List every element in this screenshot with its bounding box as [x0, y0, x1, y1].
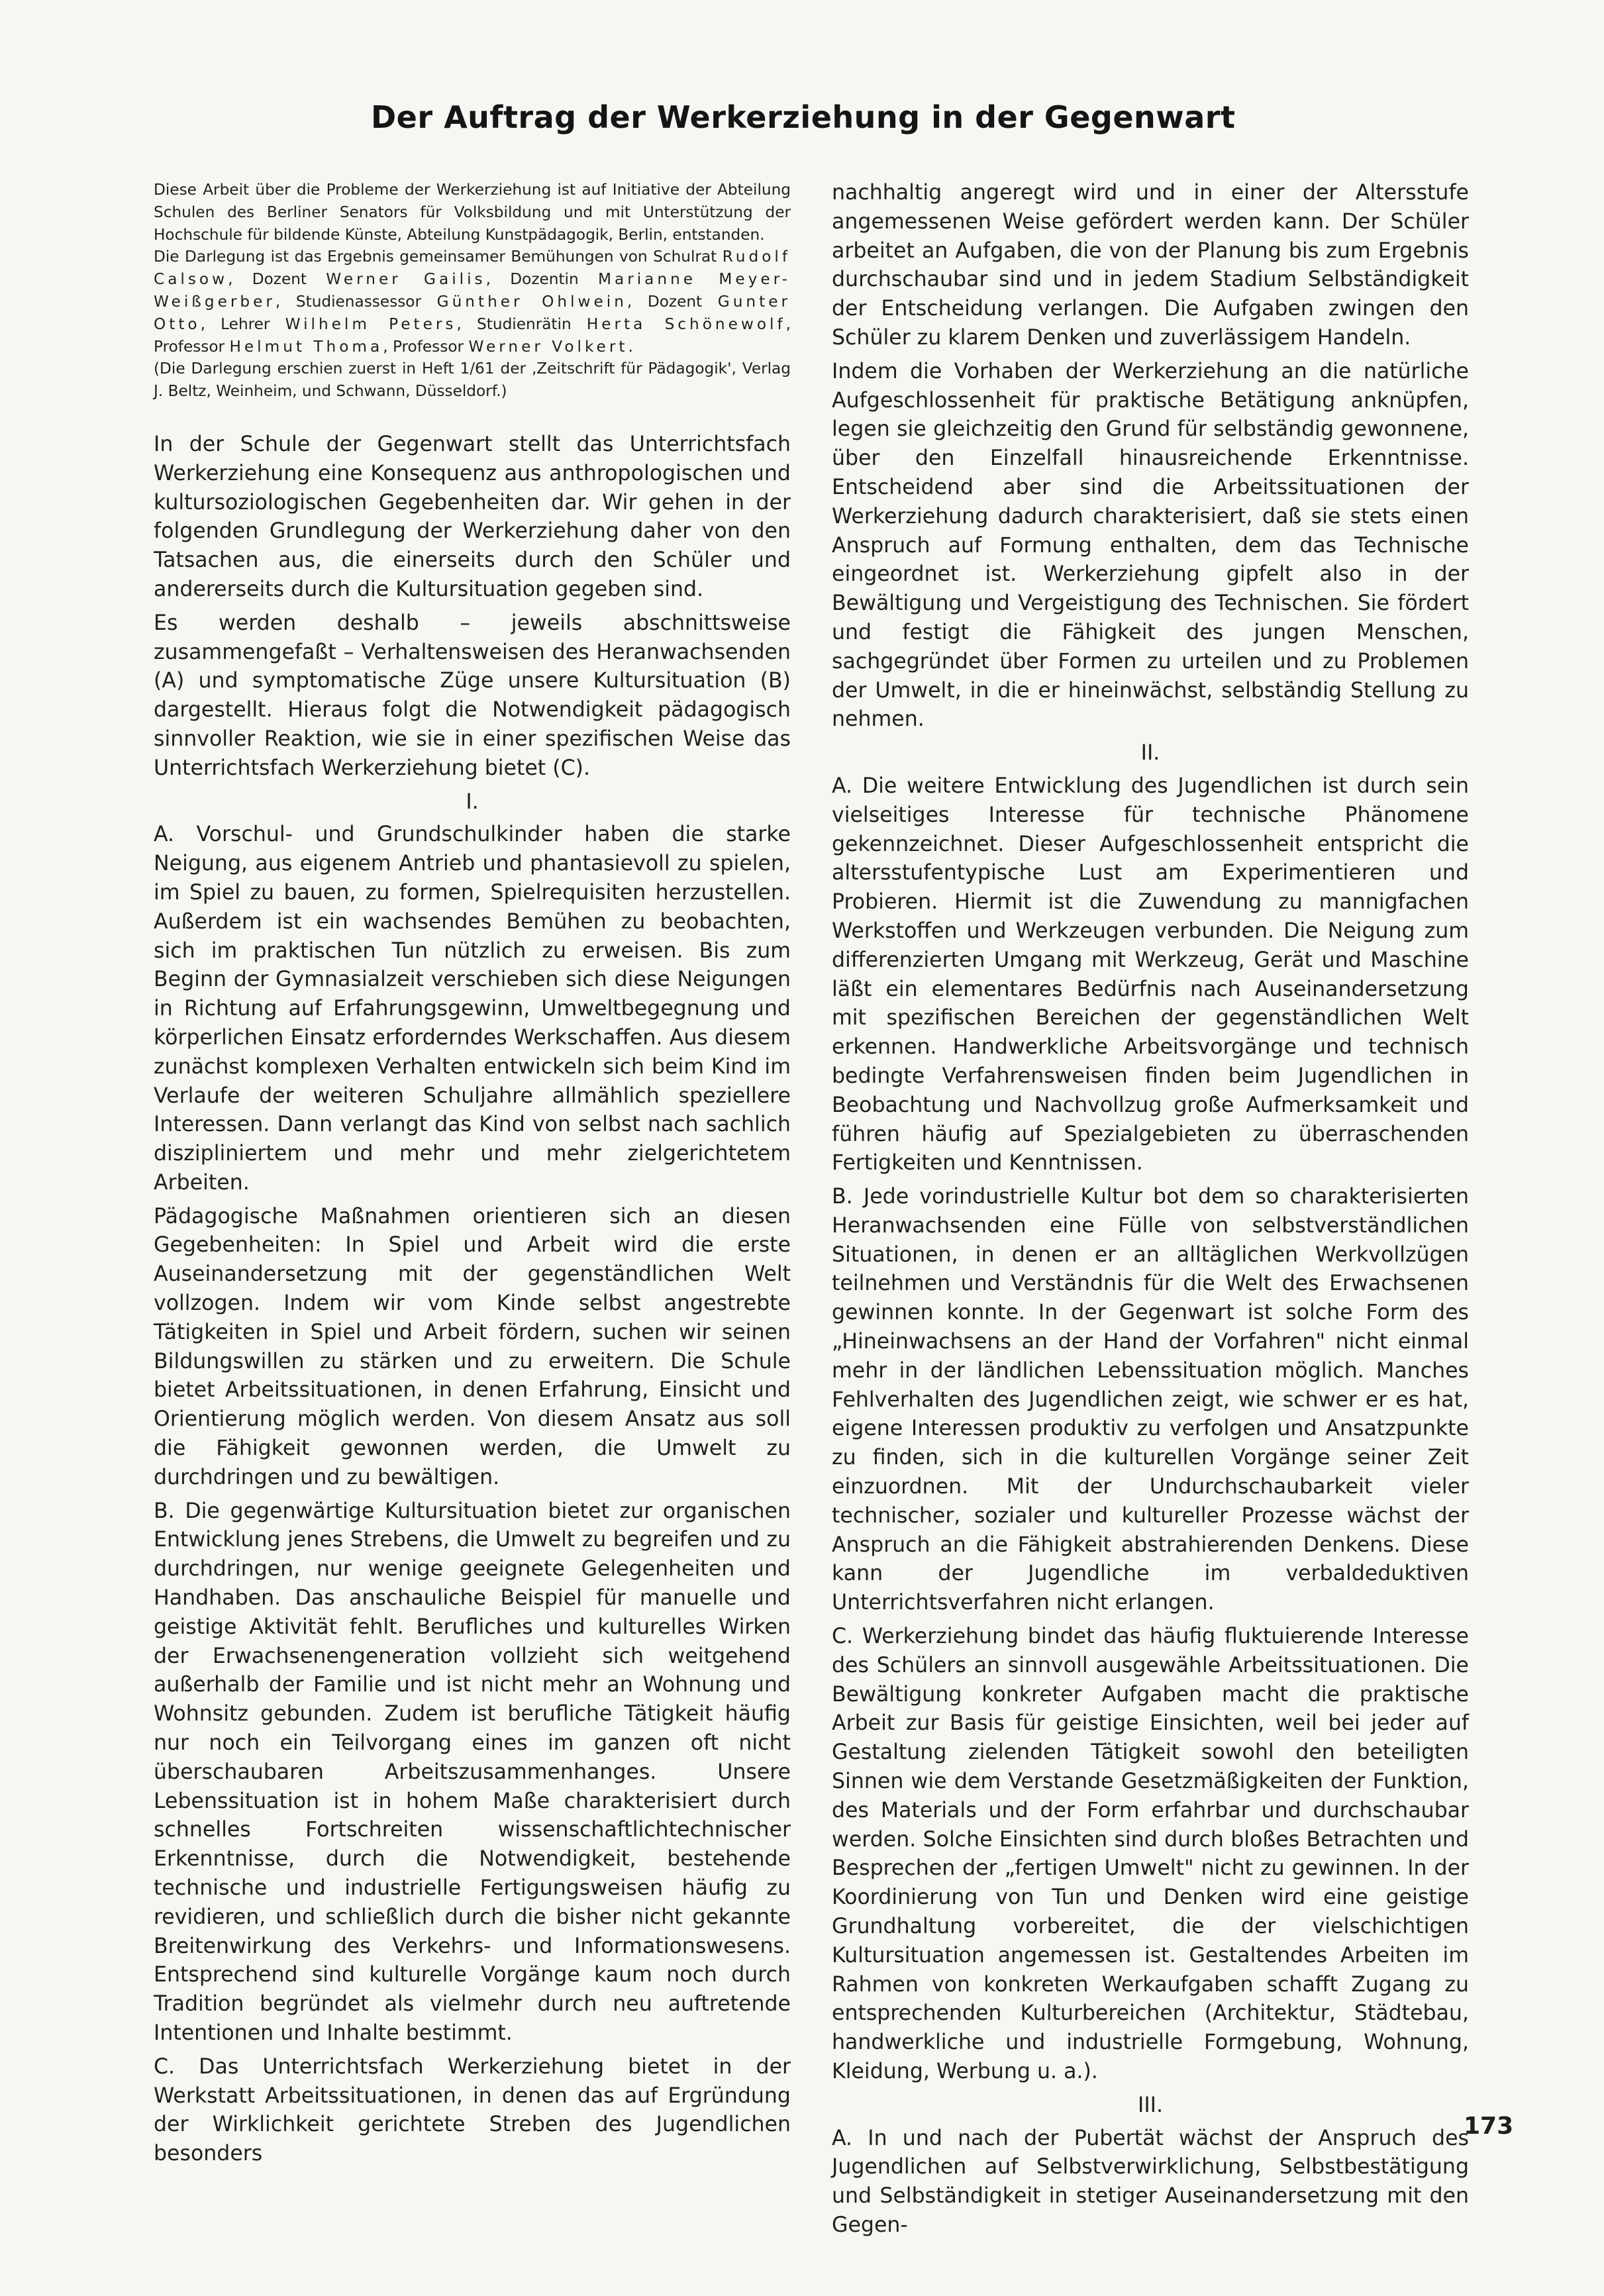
paragraph: A. Vorschul- und Grundschulkinder haben die starke Neigung, aus eigenem Antrieb und phantasievoll zu spielen, im Spiel zu bauen, zu formen, Spielrequisiten herzustellen. Außerdem ist ein wachsendes Bemühen zu beobachten, sich im praktischen Tun nützlich zu erweisen. Bis zum Beginn der Gymnasialzeit verschieben sich diese Neigungen in Richtung auf Erfahrungsgewinn, Umweltbegegnung und körperlichen Einsatz erforderndes Werkschaffen. Aus diesem zunächst komplexen Verhalten entwickeln sich beim Kind im Verlaufe der weiteren Schuljahre allmählich speziellere Interessen. Dann verlangt das Kind von selbst nach sachlich diszipliniertem und mehr und mehr zielgerichtetem Arbeiten.	[154, 823, 791, 1195]
author-name: Wilhelm Peters	[285, 315, 457, 333]
right-column	[832, 179, 1469, 2245]
paragraph: C. Das Unterrichtsfach Werkerziehung bietet in der Werkstatt Arbeitssituationen, in denen das auf Ergründung der Wirklichkeit gerichtete Streben des Jugendlichen besonders	[154, 2054, 791, 2166]
left-column	[154, 179, 791, 2173]
paragraph: nachhaltig angeregt wird und in einer der Altersstufe angemessenen Weise gefördert werden kann. Der Schüler arbeitet an Aufgaben, die von der Planung bis zum Ergebnis durchschaubar sind und in jedem Stadium Selbständigkeit der Entscheidung verlangen. Die Aufgaben zwingen den Schüler zu klarem Denken und zuverlässigem Handeln.	[832, 181, 1469, 350]
intro-text: , Professor	[154, 315, 791, 356]
left-body	[154, 430, 791, 2169]
section-heading: III.	[1138, 2093, 1163, 2117]
author-name: Rudolf Calsow	[154, 248, 791, 289]
intro-text: .	[628, 337, 633, 356]
paragraph: In der Schule der Gegenwart stellt das Unterrichtsfach Werkerziehung eine Konsequenz aus anthropologischen und kultursoziologischen Gegebenheiten dar. Wir gehen in der folgenden Grundlegung der Werkerziehung daher von den Tatsachen aus, die einerseits durch den Schüler und andererseits durch die Kultursituation gegeben sind.	[154, 432, 791, 601]
intro-text: , Dozent	[627, 292, 703, 311]
paragraph: A. In und nach der Pubertät wächst der Anspruch des Jugendlichen auf Selbstverwirklichung, Selbstbestätigung und Selbständigkeit in stetiger Auseinandersetzung mit den Gegen-	[832, 2126, 1469, 2237]
paragraph: Pädagogische Maßnahmen orientieren sich an diesen Gegebenheiten: In Spiel und Arbeit wird die erste Auseinandersetzung mit der gegenständlichen Welt vollzogen. Indem wir vom Kinde selbst angestrebte Tätigkeiten in Spiel und Arbeit fördern, suchen wir seinen Bildungswillen zu stärken und zu erweitern. Die Schule bietet Arbeitssituationen, in denen Erfahrung, Einsicht und Orientierung möglich werden. Von diesem Ansatz aus soll die Fähigkeit gewonnen werden, die Umwelt zu durchdringen und zu bewältigen.	[154, 1204, 791, 1489]
paragraph: A. Die weitere Entwicklung des Jugendlichen ist durch sein vielseitiges Interesse für technische Phänomene gekennzeichnet. Dieser Aufgeschlossenheit entspricht die altersstufentypische Lust am Experimentieren und Probieren. Hiermit ist die Zuwendung zu mannigfachen Werkstoffen und Werkzeugen verbunden. Die Neigung zum differenzierten Umgang mit Werkzeug, Gerät und Maschine läßt ein elementares Bedürfnis nach Auseinandersetzung mit spezifischen Bereichen der gegenständlichen Welt erkennen. Handwerkliche Arbeitsvorgänge und technisch bedingte Verfahrensweisen finden beim Jugendlichen in Beobachtung und Nachvollzug große Aufmerksamkeit und führen häufig auf Spezialgebieten zu überraschenden Fertigkeiten und Kenntnissen.	[832, 774, 1469, 1175]
intro-text: , Studienrätin	[456, 315, 572, 333]
author-name: Gunter Otto	[154, 292, 791, 333]
intro-text: , Professor	[383, 337, 464, 356]
paragraph: Es werden deshalb – jeweils abschnittsweise zusammengefaßt – Verhaltensweisen des Heranwachsenden (A) und symptomatische Züge unsere Kultursituation (B) dargestellt. Hieraus folgt die Notwendigkeit pädagogisch sinnvoller Reaktion, wie sie in einer spezifischen Weise das Unterrichtsfach Werkerziehung bietet (C).	[154, 611, 791, 780]
paragraph: B. Jede vorindustrielle Kultur bot dem so charakterisierten Heranwachsenden eine Fülle von selbstverständlichen Situationen, in denen er an alltäglichen Werkvollzügen teilnehmen und Verständnis für die Welt des Erwachsenen gewinnen konnte. In der Gegenwart ist solche Form des „Hineinwachsens an der Hand der Vorfahren" nicht einmal mehr in der ländlichen Lebenssituation möglich. Manches Fehlverhalten des Jugendlichen zeigt, wie schwer er es hat, eigene Interessen produktiv zu verfolgen und Ansatzpunkte zu finden, sich in die kulturellen Vorgänge seiner Zeit einzuordnen. Mit der Undurchschaubarkeit vieler technischer, sozialer und kultureller Prozesse wächst der Anspruch an die Fähigkeit abstrahierenden Denkens. Diese kann der Jugendliche im verbaldeduktiven Unterrichtsverfahren nicht erlangen.	[832, 1185, 1469, 1615]
intro-paragraph-2	[154, 246, 791, 358]
intro-text: , Dozentin	[485, 270, 579, 289]
paragraph: Indem die Vorhaben der Werkerziehung an die natürliche Aufgeschlossenheit für praktische Betätigung anknüpfen, legen sie gleichzeitig den Grund für selbständig gewonnene, über den Einzelfall hinausreichende Erkenntnisse. Entscheidend aber sind die Arbeitssituationen der Werkerziehung dadurch charakterisiert, daß sie stets einen Anspruch auf Formung enthalten, dem das Technische eingeordnet ist. Werkerziehung gipfelt also in der Bewältigung und Vergeistigung des Technischen. Sie fördert und festigt die Fähigkeit des jungen Menschen, sachgegründet über Formen zu urteilen und zu Problemen der Umwelt, in die er hineinwächst, selbständig Stellung zu nehmen.	[832, 359, 1469, 732]
intro-text: , Lehrer	[200, 315, 270, 333]
author-name: Marianne Meyer-Weißgerber	[154, 270, 791, 311]
intro-text: , Studienassessor	[275, 292, 422, 311]
article-title: Der Auftrag der Werkerziehung in der Gegenwart	[371, 99, 1236, 135]
intro-paragraph-1: Diese Arbeit über die Probleme der Werkerziehung ist auf Initiative der Abteilung Schulen des Berliner Senators für Volksbildung und mit Unterstützung der Hochschule für bildende Künste, Abteilung Kunstpädagogik, Berlin, entstanden.	[154, 181, 791, 244]
paragraph: B. Die gegenwärtige Kultursituation bietet zur organischen Entwicklung jenes Strebens, die Umwelt zu begreifen und zu durchdringen, nur wenige geeignete Gelegenheiten und Handhaben. Das anschauliche Beispiel für manuelle und geistige Aktivität fehlt. Berufliches und kulturelles Wirken der Erwachsenengeneration vollzieht sich weitgehend außerhalb der Familie und ist nicht mehr an Wohnung und Wohnsitz gebunden. Zudem ist berufliche Tätigkeit häufig nur noch ein Teilvorgang eines im ganzen oft nicht überschaubaren Arbeitszusammenhanges. Unsere Lebenssituation ist in hohem Maße charakterisiert durch schnelles Fortschreiten wissenschaftlichtechnischer Erkenntnisse, durch die Notwendigkeit, bestehende technische und industrielle Fertigungsweisen häufig zu revidieren, und schließlich durch die bisher nicht gekannte Breitenwirkung des Verkehrs- und Informationswesens. Entsprechend sind kulturelle Vorgänge kaum noch durch Tradition begründet als vielmehr durch neu auftretende Intentionen und Inhalte bestimmt.	[154, 1499, 791, 2045]
page-number: 173	[1464, 2113, 1514, 2140]
section-heading: I.	[466, 789, 479, 814]
author-name: Herta Schönewolf	[586, 315, 786, 333]
author-name: Werner Volkert	[468, 337, 628, 356]
intro-paragraph-3: (Die Darlegung erschien zuerst in Heft 1/61 der ‚Zeitschrift für Pädagogik', Verlag J. Beltz, Weinheim, und Schwann, Düsseldorf.)	[154, 360, 791, 401]
editorial-note	[154, 179, 791, 403]
paragraph: C. Werkerziehung bindet das häufig fluktuierende Interesse des Schülers an sinnvoll ausgewähle Arbeitssituationen. Die Bewältigung konkreter Aufgaben macht die praktische Arbeit zur Basis für geistige Einsichten, weil bei jeder auf Gestaltung zielenden Tätigkeit sowohl den beteiligten Sinnen wie dem Verstande Gesetzmäßigkeiten der Funktion, des Materials und der Form erfahrbar und durchschaubar werden. Solche Einsichten sind durch bloßes Betrachten und Besprechen der „fertigen Umwelt" nicht zu gewinnen. In der Koordinierung von Tun und Denken wird eine geistige Grundhaltung vorbereitet, die der vielschichtigen Kultursituation angemessen ist. Gestaltendes Arbeiten im Rahmen von konkreten Werkaufgaben schafft Zugang zu entsprechenden Kulturbereichen (Architektur, Städtebau, handwerkliche und industrielle Formgebung, Wohnung, Kleidung, Werbung u. a.).	[832, 1624, 1469, 2083]
intro-text: Die Darlegung ist das Ergebnis gemeinsamer Bemühungen von Schulrat	[154, 248, 717, 266]
author-name: Werner Gailis	[326, 270, 486, 289]
author-name: Helmut Thoma	[229, 337, 383, 356]
intro-text: , Dozent	[228, 270, 307, 289]
section-heading: II.	[1140, 741, 1160, 766]
author-name: Günther Ohlwein	[436, 292, 627, 311]
